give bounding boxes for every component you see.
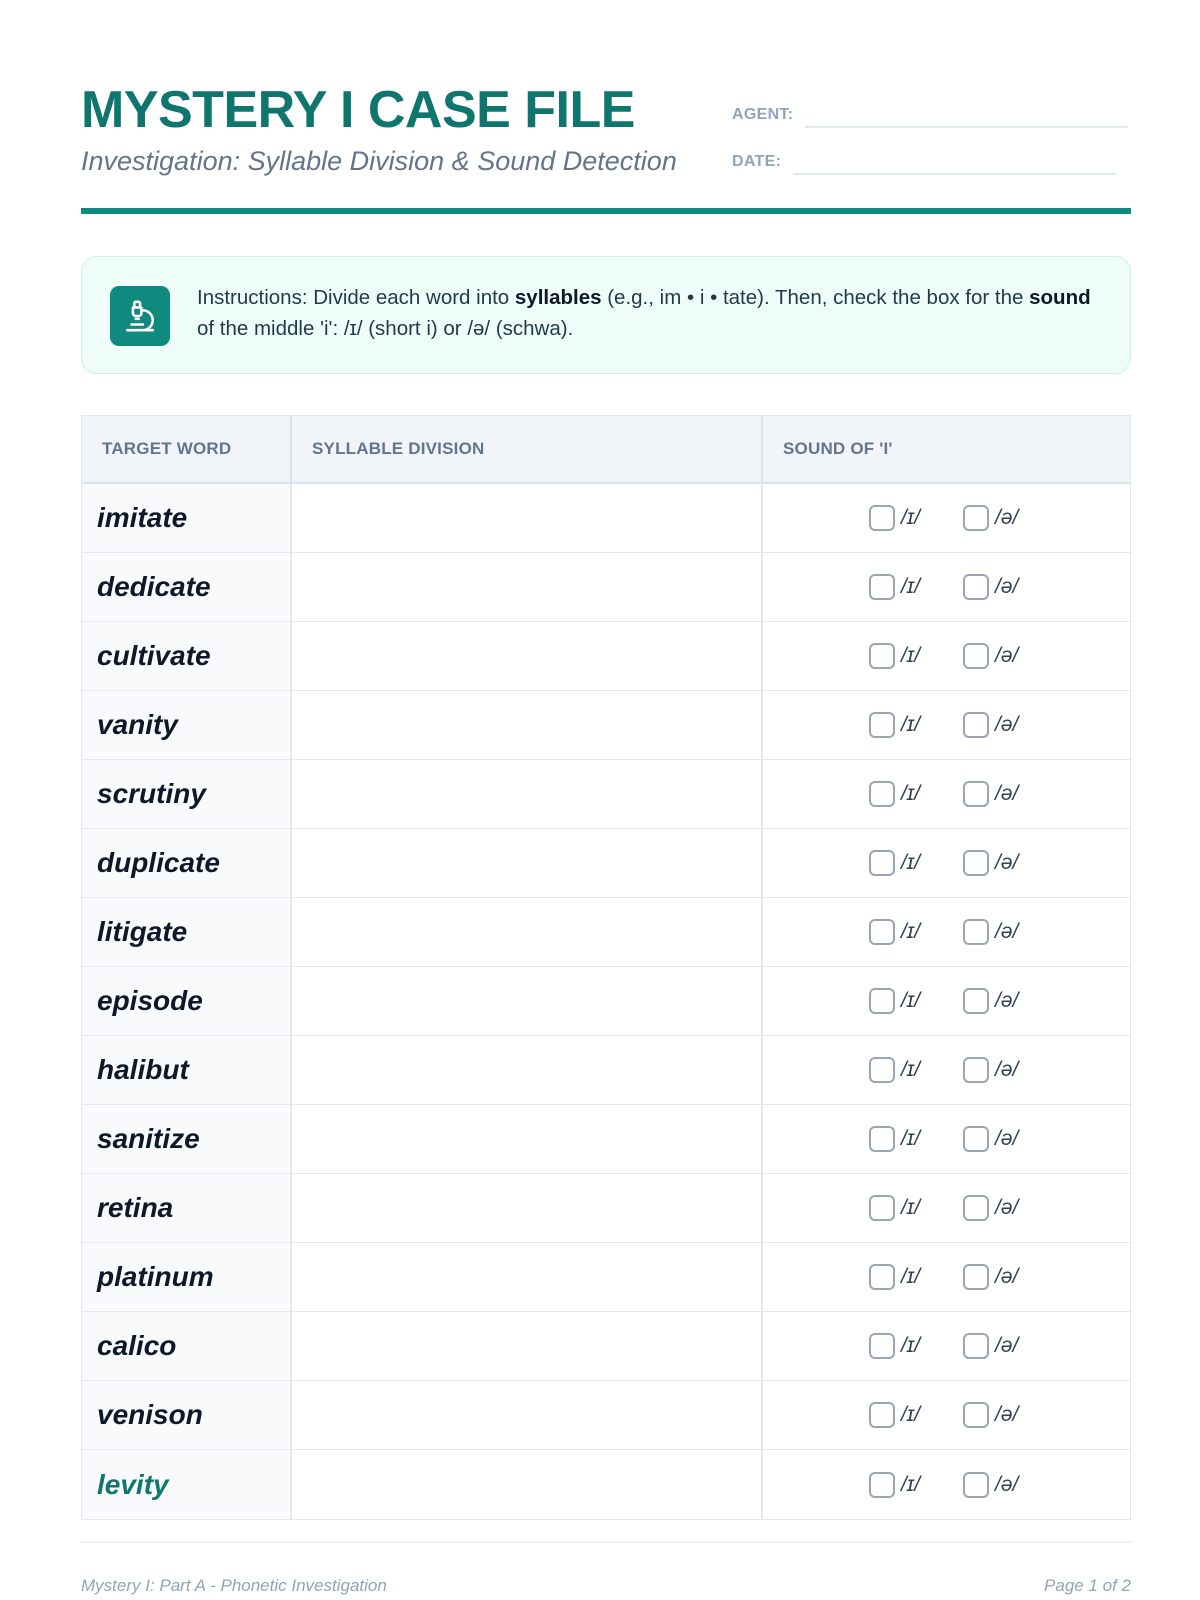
short-i-checkbox[interactable] xyxy=(869,988,895,1014)
schwa-checkbox[interactable] xyxy=(963,1195,989,1221)
schwa-label: /ə/ xyxy=(995,920,1019,943)
short-i-option xyxy=(869,505,920,531)
schwa-option xyxy=(963,505,1018,531)
instructions-box xyxy=(81,256,1131,374)
syllable-division-cell[interactable] xyxy=(292,898,763,966)
schwa-checkbox[interactable] xyxy=(963,1472,989,1498)
short-i-label: /ɪ/ xyxy=(901,1196,921,1219)
short-i-label: /ɪ/ xyxy=(901,1403,921,1426)
target-word: cultivate xyxy=(82,622,292,690)
schwa-label: /ə/ xyxy=(995,1403,1019,1426)
schwa-option xyxy=(963,1402,1018,1428)
table-row xyxy=(82,1381,1130,1450)
sound-cell xyxy=(763,967,1129,1035)
worksheet-page xyxy=(81,0,1131,1600)
header-syllable-division: SYLLABLE DIVISION xyxy=(292,416,763,482)
target-word: imitate xyxy=(82,484,292,552)
short-i-option xyxy=(869,1333,920,1359)
sound-cell xyxy=(763,1450,1129,1519)
schwa-option xyxy=(963,781,1018,807)
table-row xyxy=(82,829,1130,898)
sound-cell xyxy=(763,1036,1129,1104)
date-label: DATE: xyxy=(732,153,782,170)
schwa-option xyxy=(963,712,1018,738)
target-word: episode xyxy=(82,967,292,1035)
schwa-checkbox[interactable] xyxy=(963,1402,989,1428)
syllable-division-cell[interactable] xyxy=(292,829,763,897)
table-row xyxy=(82,484,1130,553)
schwa-option xyxy=(963,574,1018,600)
short-i-checkbox[interactable] xyxy=(869,781,895,807)
header-target-word: TARGET WORD xyxy=(82,416,292,482)
schwa-option xyxy=(963,919,1018,945)
schwa-label: /ə/ xyxy=(995,1334,1019,1357)
syllable-division-cell[interactable] xyxy=(292,1312,763,1380)
schwa-checkbox[interactable] xyxy=(963,505,989,531)
page-title: MYSTERY I CASE FILE xyxy=(81,81,635,139)
target-word: duplicate xyxy=(82,829,292,897)
table-row xyxy=(82,1243,1130,1312)
schwa-label: /ə/ xyxy=(995,506,1019,529)
syllable-division-cell[interactable] xyxy=(292,1174,763,1242)
instructions-text: Instructions: Divide each word into syllables (e.g., im • i • tate). Then, check the box for the sound of the middle 'i': /ɪ/ (short i) or /ə/ (schwa). xyxy=(197,286,1091,340)
short-i-checkbox[interactable] xyxy=(869,643,895,669)
short-i-option xyxy=(869,988,920,1014)
schwa-option xyxy=(963,850,1018,876)
short-i-option xyxy=(869,712,920,738)
short-i-checkbox[interactable] xyxy=(869,1333,895,1359)
target-word: scrutiny xyxy=(82,760,292,828)
table-row xyxy=(82,1450,1130,1519)
short-i-option xyxy=(869,1264,920,1290)
target-word: dedicate xyxy=(82,553,292,621)
short-i-option xyxy=(869,643,920,669)
short-i-checkbox[interactable] xyxy=(869,1126,895,1152)
sound-cell xyxy=(763,622,1129,690)
syllable-division-cell[interactable] xyxy=(292,967,763,1035)
target-word: sanitize xyxy=(82,1105,292,1173)
schwa-checkbox[interactable] xyxy=(963,1264,989,1290)
agent-input-line[interactable] xyxy=(805,104,1128,128)
table-row xyxy=(82,553,1130,622)
short-i-checkbox[interactable] xyxy=(869,1057,895,1083)
schwa-checkbox[interactable] xyxy=(963,1057,989,1083)
short-i-label: /ɪ/ xyxy=(901,1127,921,1150)
schwa-option xyxy=(963,1057,1018,1083)
sound-cell xyxy=(763,553,1129,621)
short-i-label: /ɪ/ xyxy=(901,713,921,736)
schwa-checkbox[interactable] xyxy=(963,1126,989,1152)
sound-cell xyxy=(763,1243,1129,1311)
short-i-option xyxy=(869,781,920,807)
schwa-checkbox[interactable] xyxy=(963,781,989,807)
short-i-checkbox[interactable] xyxy=(869,505,895,531)
footer-left-text: Mystery I: Part A - Phonetic Investigation xyxy=(81,1576,387,1595)
syllable-division-cell[interactable] xyxy=(292,1381,763,1449)
schwa-checkbox[interactable] xyxy=(963,643,989,669)
short-i-option xyxy=(869,919,920,945)
short-i-option xyxy=(869,1402,920,1428)
table-body xyxy=(82,484,1130,1519)
table-row xyxy=(82,967,1130,1036)
short-i-option xyxy=(869,1057,920,1083)
target-word: calico xyxy=(82,1312,292,1380)
target-word: litigate xyxy=(82,898,292,966)
date-input-line[interactable] xyxy=(793,151,1116,175)
schwa-label: /ə/ xyxy=(995,851,1019,874)
short-i-option xyxy=(869,574,920,600)
schwa-checkbox[interactable] xyxy=(963,919,989,945)
sound-cell xyxy=(763,691,1129,759)
table-row xyxy=(82,1036,1130,1105)
agent-label: AGENT: xyxy=(732,106,794,123)
short-i-checkbox[interactable] xyxy=(869,1195,895,1221)
short-i-checkbox[interactable] xyxy=(869,850,895,876)
short-i-checkbox[interactable] xyxy=(869,919,895,945)
table-row xyxy=(82,622,1130,691)
short-i-checkbox[interactable] xyxy=(869,574,895,600)
schwa-label: /ə/ xyxy=(995,575,1019,598)
target-word: vanity xyxy=(82,691,292,759)
short-i-option xyxy=(869,850,920,876)
sound-cell xyxy=(763,1105,1129,1173)
sound-cell xyxy=(763,898,1129,966)
schwa-checkbox[interactable] xyxy=(963,1333,989,1359)
header-divider xyxy=(81,208,1131,214)
short-i-label: /ɪ/ xyxy=(901,1472,921,1496)
short-i-label: /ɪ/ xyxy=(901,1334,921,1357)
schwa-checkbox[interactable] xyxy=(963,574,989,600)
target-word: retina xyxy=(82,1174,292,1242)
schwa-option xyxy=(963,643,1018,669)
schwa-option xyxy=(963,1264,1018,1290)
syllable-division-cell[interactable] xyxy=(292,1105,763,1173)
word-table xyxy=(81,415,1131,1520)
schwa-checkbox[interactable] xyxy=(963,712,989,738)
short-i-checkbox[interactable] xyxy=(869,1472,895,1498)
short-i-option xyxy=(869,1126,920,1152)
table-row xyxy=(82,1105,1130,1174)
sound-cell xyxy=(763,1174,1129,1242)
syllable-division-cell[interactable] xyxy=(292,760,763,828)
target-word: halibut xyxy=(82,1036,292,1104)
schwa-label: /ə/ xyxy=(995,782,1019,805)
sound-cell xyxy=(763,1312,1129,1380)
schwa-label: /ə/ xyxy=(995,1196,1019,1219)
table-row xyxy=(82,691,1130,760)
short-i-label: /ɪ/ xyxy=(901,644,921,667)
target-word: venison xyxy=(82,1381,292,1449)
syllable-division-cell[interactable] xyxy=(292,691,763,759)
header xyxy=(81,80,1131,180)
syllable-division-cell[interactable] xyxy=(292,1243,763,1311)
schwa-option xyxy=(963,1333,1018,1359)
short-i-label: /ɪ/ xyxy=(901,506,921,529)
schwa-label: /ə/ xyxy=(995,713,1019,736)
sound-cell xyxy=(763,1381,1129,1449)
table-header xyxy=(82,416,1130,484)
short-i-label: /ɪ/ xyxy=(901,989,921,1012)
page-number: Page 1 of 2 xyxy=(1044,1576,1131,1595)
schwa-label: /ə/ xyxy=(995,1265,1019,1288)
short-i-option xyxy=(869,1195,920,1221)
table-row xyxy=(82,898,1130,967)
table-row xyxy=(82,760,1130,829)
schwa-checkbox[interactable] xyxy=(963,988,989,1014)
syllable-division-cell[interactable] xyxy=(292,622,763,690)
syllable-division-cell[interactable] xyxy=(292,553,763,621)
table-row xyxy=(82,1312,1130,1381)
syllable-division-cell[interactable] xyxy=(292,1036,763,1104)
syllable-division-cell[interactable] xyxy=(292,1450,763,1519)
short-i-checkbox[interactable] xyxy=(869,1402,895,1428)
footer-divider xyxy=(81,1541,1131,1543)
schwa-label: /ə/ xyxy=(995,989,1019,1012)
short-i-checkbox[interactable] xyxy=(869,1264,895,1290)
header-sound: SOUND OF 'I' xyxy=(783,439,893,458)
sound-cell xyxy=(763,829,1129,897)
sound-cell xyxy=(763,484,1129,552)
schwa-label: /ə/ xyxy=(995,1127,1019,1150)
target-word: levity xyxy=(82,1450,292,1519)
short-i-checkbox[interactable] xyxy=(869,712,895,738)
short-i-label: /ɪ/ xyxy=(901,782,921,805)
schwa-label: /ə/ xyxy=(995,1058,1019,1081)
agent-field xyxy=(732,104,1128,128)
table-row xyxy=(82,1174,1130,1243)
schwa-option xyxy=(963,1126,1018,1152)
date-field xyxy=(732,151,1116,175)
target-word: platinum xyxy=(82,1243,292,1311)
schwa-option xyxy=(963,1472,1018,1498)
short-i-label: /ɪ/ xyxy=(901,1265,921,1288)
schwa-label: /ə/ xyxy=(995,644,1019,667)
short-i-label: /ɪ/ xyxy=(901,920,921,943)
short-i-option xyxy=(869,1472,920,1498)
microscope-icon xyxy=(110,286,170,346)
page-subtitle: Investigation: Syllable Division & Sound Detection xyxy=(81,146,677,176)
schwa-option xyxy=(963,1195,1018,1221)
sound-cell xyxy=(763,760,1129,828)
syllable-division-cell[interactable] xyxy=(292,484,763,552)
short-i-label: /ɪ/ xyxy=(901,1058,921,1081)
short-i-label: /ɪ/ xyxy=(901,851,921,874)
schwa-option xyxy=(963,988,1018,1014)
short-i-label: /ɪ/ xyxy=(901,575,921,598)
schwa-label: /ə/ xyxy=(995,1472,1019,1496)
schwa-checkbox[interactable] xyxy=(963,850,989,876)
